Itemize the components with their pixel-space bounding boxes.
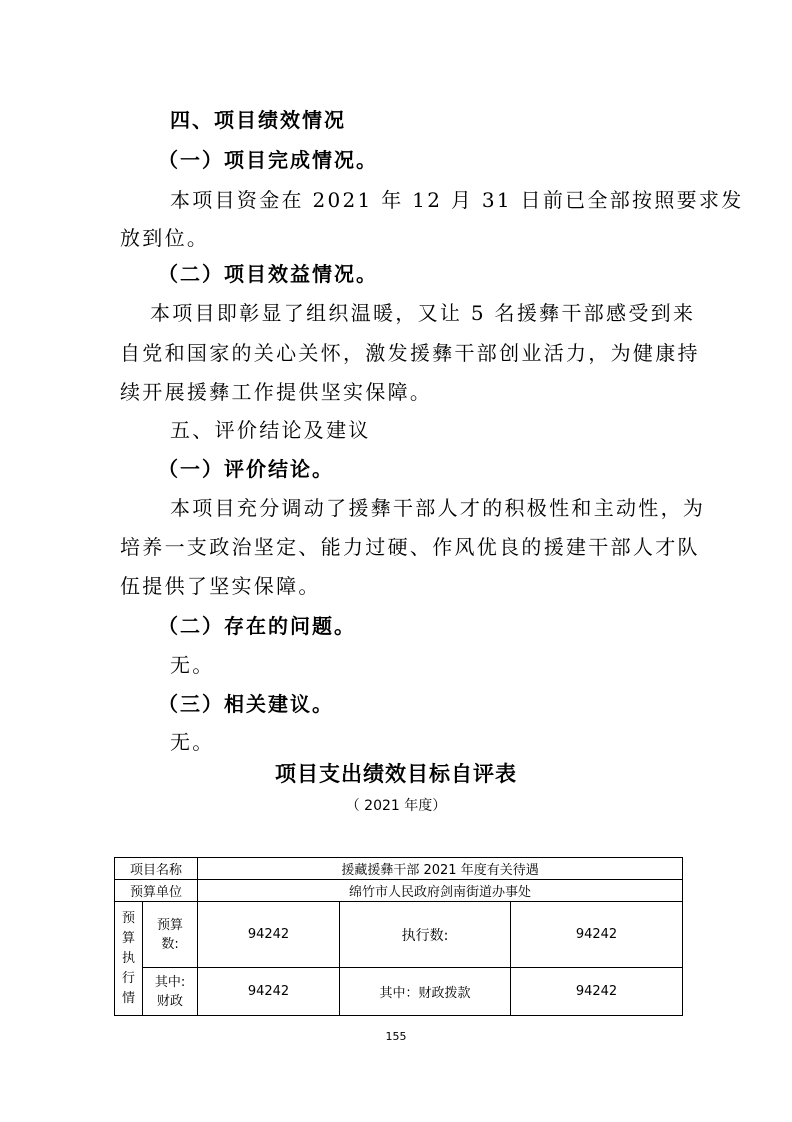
paragraph-line: 培养一支政治坚定、能力过硬、作风优良的援建干部人才队 <box>120 535 700 559</box>
exec-count-label: 执行数: <box>340 902 511 968</box>
table-row <box>115 880 683 902</box>
paragraph-line: 本项目充分调动了援彝干部人才的积极性和主动性，为 <box>170 496 706 520</box>
paragraph-line: 放到位。 <box>120 226 210 250</box>
paragraph-line: 伍提供了坚实保障。 <box>120 574 321 598</box>
fiscal-label: 其中: 财政 <box>143 968 198 1016</box>
table-subtitle: （ 2021 年度） <box>345 798 447 814</box>
paragraph-line: 无。 <box>170 730 215 754</box>
section-heading: （三）相关建议。 <box>158 692 334 716</box>
exec-count-value: 94242 <box>511 902 683 968</box>
project-name-label: 项目名称 <box>115 858 198 880</box>
performance-table <box>114 857 683 1016</box>
section-heading: 四、项目绩效情况 <box>170 108 346 132</box>
exec-label: 预 算 执 行 情 <box>115 902 143 1016</box>
paragraph-line: 自党和国家的关心关怀，激发援彝干部创业活力，为健康持 <box>120 341 700 365</box>
table-title: 项目支出绩效目标自评表 <box>275 762 517 786</box>
table-row <box>115 858 683 880</box>
fiscal-alloc-label: 其中：财政拨款 <box>340 968 511 1016</box>
paragraph-line: 续开展援彝工作提供坚实保障。 <box>120 380 433 404</box>
project-name-value: 援藏援彝干部 2021 年度有关待遇 <box>198 858 683 880</box>
budget-value: 94242 <box>198 902 340 968</box>
section-heading: （二）存在的问题。 <box>158 614 356 638</box>
section-heading: （一）评价结论。 <box>158 457 334 481</box>
paragraph-line: 无。 <box>170 653 215 677</box>
paragraph-line: 本项目即彰显了组织温暖，又让 5 名援彝干部感受到来 <box>150 301 696 325</box>
fiscal-value: 94242 <box>198 968 340 1016</box>
fiscal-alloc-value: 94242 <box>511 968 683 1016</box>
budget-unit-value: 绵竹市人民政府剑南街道办事处 <box>198 880 683 902</box>
section-heading: （二）项目效益情况。 <box>158 262 378 286</box>
budget-unit-label: 预算单位 <box>115 880 198 902</box>
table-row <box>115 902 683 968</box>
paragraph-line: 本项目资金在 2021 年 12 月 31 日前已全部按照要求发 <box>170 188 744 212</box>
page-number: 155 <box>385 1030 407 1043</box>
budget-label: 预算 数: <box>143 902 198 968</box>
table-row <box>115 968 683 1016</box>
section-heading: （一）项目完成情况。 <box>158 148 378 172</box>
paragraph-line: 五、评价结论及建议 <box>170 418 371 442</box>
